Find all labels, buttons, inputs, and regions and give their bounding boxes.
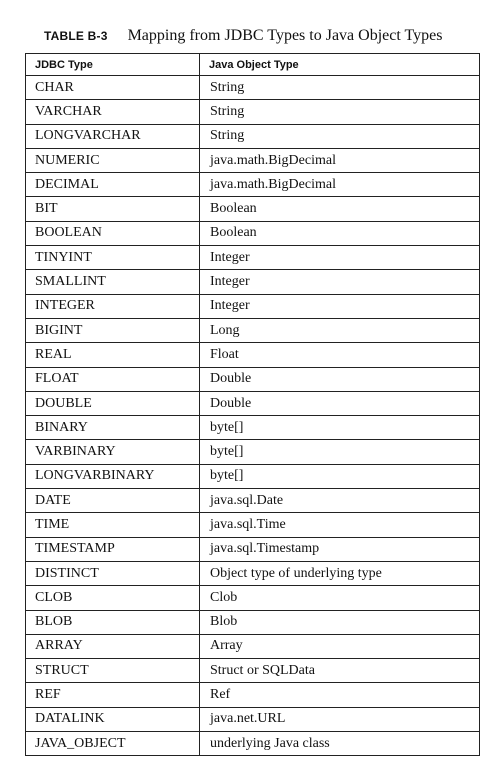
cell-jdbc-type: NUMERIC bbox=[26, 148, 200, 172]
table-header-row bbox=[26, 54, 480, 76]
cell-jdbc-type: BLOB bbox=[26, 610, 200, 634]
table-row bbox=[26, 391, 480, 415]
cell-java-object-type: Boolean bbox=[200, 221, 480, 245]
cell-java-object-type: Object type of underlying type bbox=[200, 561, 480, 585]
table-row bbox=[26, 489, 480, 513]
cell-java-object-type: String bbox=[200, 124, 480, 148]
table-row bbox=[26, 440, 480, 464]
cell-java-object-type: Float bbox=[200, 343, 480, 367]
table-row bbox=[26, 634, 480, 658]
table-row bbox=[26, 683, 480, 707]
header-java-object-type: Java Object Type bbox=[200, 54, 480, 76]
cell-jdbc-type: SMALLINT bbox=[26, 270, 200, 294]
table-row bbox=[26, 294, 480, 318]
cell-jdbc-type: ARRAY bbox=[26, 634, 200, 658]
cell-jdbc-type: TIME bbox=[26, 513, 200, 537]
cell-java-object-type: Ref bbox=[200, 683, 480, 707]
table-row bbox=[26, 586, 480, 610]
table-row bbox=[26, 76, 480, 100]
cell-jdbc-type: CLOB bbox=[26, 586, 200, 610]
cell-java-object-type: Integer bbox=[200, 270, 480, 294]
cell-java-object-type: java.math.BigDecimal bbox=[200, 173, 480, 197]
cell-jdbc-type: DECIMAL bbox=[26, 173, 200, 197]
cell-java-object-type: byte[] bbox=[200, 440, 480, 464]
table-row bbox=[26, 173, 480, 197]
cell-java-object-type: byte[] bbox=[200, 416, 480, 440]
table-row bbox=[26, 416, 480, 440]
table-row bbox=[26, 100, 480, 124]
table-number-label: TABLE B-3 bbox=[44, 29, 108, 43]
table-title: Mapping from JDBC Types to Java Object Types bbox=[127, 27, 443, 44]
table-row bbox=[26, 610, 480, 634]
cell-jdbc-type: REAL bbox=[26, 343, 200, 367]
cell-jdbc-type: LONGVARCHAR bbox=[26, 124, 200, 148]
cell-java-object-type: Integer bbox=[200, 294, 480, 318]
cell-jdbc-type: DATALINK bbox=[26, 707, 200, 731]
cell-java-object-type: String bbox=[200, 76, 480, 100]
cell-jdbc-type: VARCHAR bbox=[26, 100, 200, 124]
cell-java-object-type: Double bbox=[200, 367, 480, 391]
table-row bbox=[26, 318, 480, 342]
table-row bbox=[26, 513, 480, 537]
table-caption bbox=[44, 24, 443, 48]
table-row bbox=[26, 221, 480, 245]
cell-java-object-type: Clob bbox=[200, 586, 480, 610]
table-row bbox=[26, 148, 480, 172]
cell-jdbc-type: VARBINARY bbox=[26, 440, 200, 464]
jdbc-java-mapping-table bbox=[25, 53, 480, 756]
cell-jdbc-type: LONGVARBINARY bbox=[26, 464, 200, 488]
cell-jdbc-type: BOOLEAN bbox=[26, 221, 200, 245]
header-jdbc-type: JDBC Type bbox=[26, 54, 200, 76]
table-row bbox=[26, 367, 480, 391]
table-row bbox=[26, 537, 480, 561]
cell-java-object-type: Double bbox=[200, 391, 480, 415]
cell-java-object-type: java.net.URL bbox=[200, 707, 480, 731]
cell-java-object-type: Blob bbox=[200, 610, 480, 634]
cell-java-object-type: java.sql.Time bbox=[200, 513, 480, 537]
table-row bbox=[26, 464, 480, 488]
table-row bbox=[26, 343, 480, 367]
table-row bbox=[26, 197, 480, 221]
cell-java-object-type: java.sql.Date bbox=[200, 489, 480, 513]
cell-jdbc-type: BIGINT bbox=[26, 318, 200, 342]
table-row bbox=[26, 270, 480, 294]
table-row bbox=[26, 659, 480, 683]
cell-jdbc-type: REF bbox=[26, 683, 200, 707]
cell-java-object-type: Struct or SQLData bbox=[200, 659, 480, 683]
cell-jdbc-type: BINARY bbox=[26, 416, 200, 440]
cell-jdbc-type: INTEGER bbox=[26, 294, 200, 318]
cell-java-object-type: byte[] bbox=[200, 464, 480, 488]
cell-jdbc-type: DATE bbox=[26, 489, 200, 513]
cell-jdbc-type: TIMESTAMP bbox=[26, 537, 200, 561]
cell-jdbc-type: DOUBLE bbox=[26, 391, 200, 415]
cell-java-object-type: Long bbox=[200, 318, 480, 342]
cell-jdbc-type: DISTINCT bbox=[26, 561, 200, 585]
table-body bbox=[26, 76, 480, 756]
cell-java-object-type: String bbox=[200, 100, 480, 124]
cell-java-object-type: Array bbox=[200, 634, 480, 658]
table-row bbox=[26, 561, 480, 585]
cell-jdbc-type: TINYINT bbox=[26, 246, 200, 270]
table-row bbox=[26, 246, 480, 270]
cell-java-object-type: underlying Java class bbox=[200, 732, 480, 756]
table-row bbox=[26, 124, 480, 148]
cell-java-object-type: Boolean bbox=[200, 197, 480, 221]
cell-jdbc-type: FLOAT bbox=[26, 367, 200, 391]
table-row bbox=[26, 732, 480, 756]
table-row bbox=[26, 707, 480, 731]
cell-java-object-type: java.sql.Timestamp bbox=[200, 537, 480, 561]
cell-java-object-type: Integer bbox=[200, 246, 480, 270]
cell-jdbc-type: BIT bbox=[26, 197, 200, 221]
cell-jdbc-type: STRUCT bbox=[26, 659, 200, 683]
cell-jdbc-type: JAVA_OBJECT bbox=[26, 732, 200, 756]
cell-java-object-type: java.math.BigDecimal bbox=[200, 148, 480, 172]
cell-jdbc-type: CHAR bbox=[26, 76, 200, 100]
